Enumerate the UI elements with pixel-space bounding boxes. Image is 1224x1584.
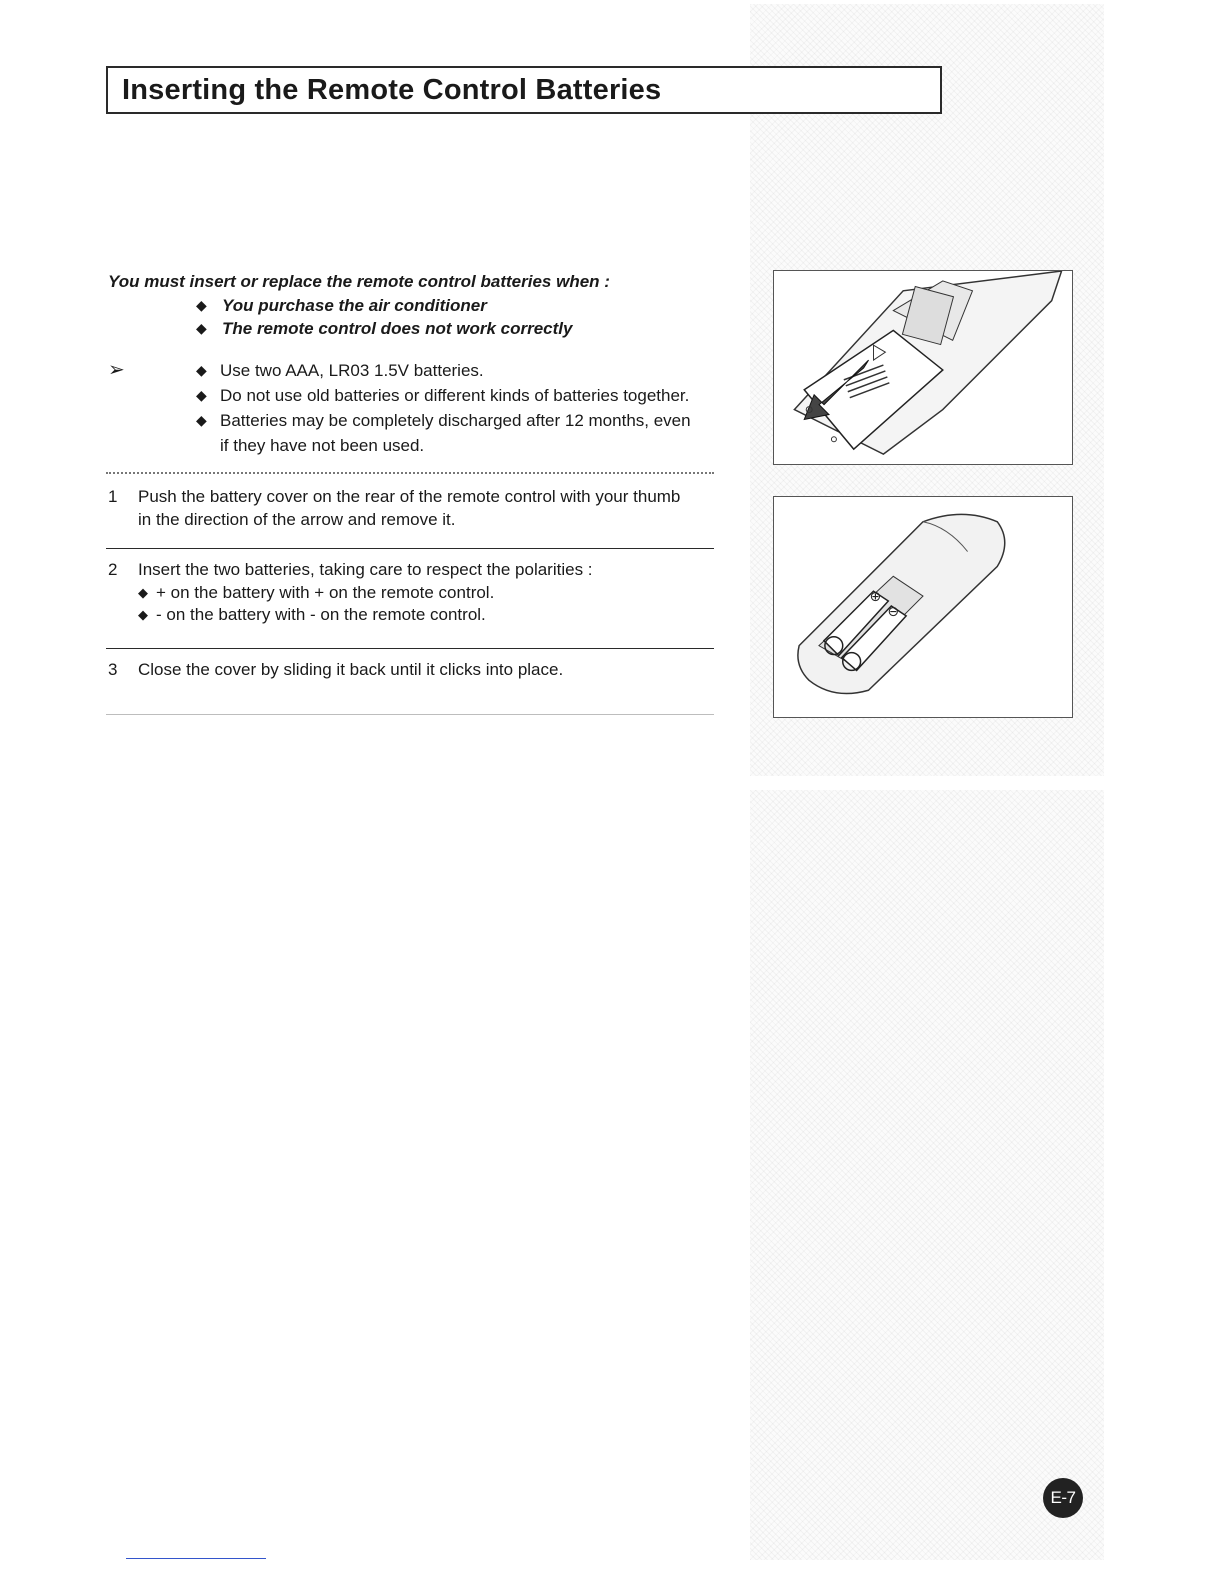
step-text: Push the battery cover on the rear of the remote control with your thumb xyxy=(138,487,681,506)
step-1 xyxy=(108,486,718,531)
step-body xyxy=(108,659,718,682)
step-body xyxy=(108,486,718,531)
intro-bullet-text: The remote control does not work correctly xyxy=(222,319,573,338)
step-number: 3 xyxy=(108,660,118,679)
note-text: Do not use old batteries or different kinds of batteries together. xyxy=(220,386,690,405)
note-item xyxy=(108,358,718,383)
note-section xyxy=(108,358,718,458)
step-text: Insert the two batteries, taking care to respect the polarities : xyxy=(138,560,593,579)
footer-line xyxy=(126,1558,266,1559)
intro-bullet xyxy=(108,294,728,318)
note-text: Batteries may be completely discharged after 12 months, even xyxy=(220,411,691,430)
intro-section xyxy=(108,270,728,341)
intro-bullet-text: You purchase the air conditioner xyxy=(222,295,487,315)
diamond-bullet-icon: ◆ xyxy=(196,320,207,336)
page-title-box xyxy=(106,66,942,114)
step-body xyxy=(108,559,718,627)
step-number: 1 xyxy=(108,487,118,506)
remote-batteries-illustration xyxy=(774,497,1072,717)
side-texture-panel-bottom xyxy=(750,790,1104,1560)
page-number-badge: E-7 xyxy=(1043,1478,1083,1518)
step-number: 2 xyxy=(108,560,118,579)
diamond-bullet-icon: ◆ xyxy=(138,607,148,622)
intro-heading: You must insert or replace the remote control batteries when : xyxy=(108,272,610,291)
step-divider xyxy=(106,548,714,549)
note-item xyxy=(108,383,718,408)
intro-bullet xyxy=(108,317,728,341)
note-item xyxy=(108,408,718,433)
page-title: Inserting the Remote Control Batteries xyxy=(122,74,662,106)
diamond-bullet-icon: ◆ xyxy=(196,387,207,403)
remote-cover-illustration xyxy=(774,271,1072,464)
minus-polarity-icon: ⊖ xyxy=(887,602,899,619)
note-text: Use two AAA, LR03 1.5V batteries. xyxy=(220,361,484,380)
figure-remove-cover xyxy=(773,270,1073,465)
note-text: if they have not been used. xyxy=(220,436,425,455)
plus-polarity-icon: ⊕ xyxy=(869,588,882,605)
step-sub-text: - on the battery with - on the remote control. xyxy=(156,605,486,624)
step-divider xyxy=(106,648,714,649)
diamond-bullet-icon: ◆ xyxy=(196,362,207,378)
step-3 xyxy=(108,659,718,682)
step-text: Close the cover by sliding it back until it clicks into place. xyxy=(138,660,564,679)
note-arrow-icon: ➢ xyxy=(108,359,125,381)
note-item-continuation xyxy=(108,433,718,458)
step-sub-text: + on the battery with + on the remote control. xyxy=(156,582,495,602)
step-text: in the direction of the arrow and remove it. xyxy=(138,509,456,529)
diamond-bullet-icon: ◆ xyxy=(196,296,207,313)
step-sub-bullet xyxy=(138,604,718,627)
diamond-bullet-icon: ◆ xyxy=(196,412,207,428)
figure-batteries-inserted xyxy=(773,496,1073,718)
step-sub-bullet xyxy=(138,582,718,605)
diamond-bullet-icon: ◆ xyxy=(138,584,148,600)
step-2 xyxy=(108,559,718,627)
section-divider xyxy=(106,472,714,474)
section-end-divider xyxy=(106,714,714,715)
